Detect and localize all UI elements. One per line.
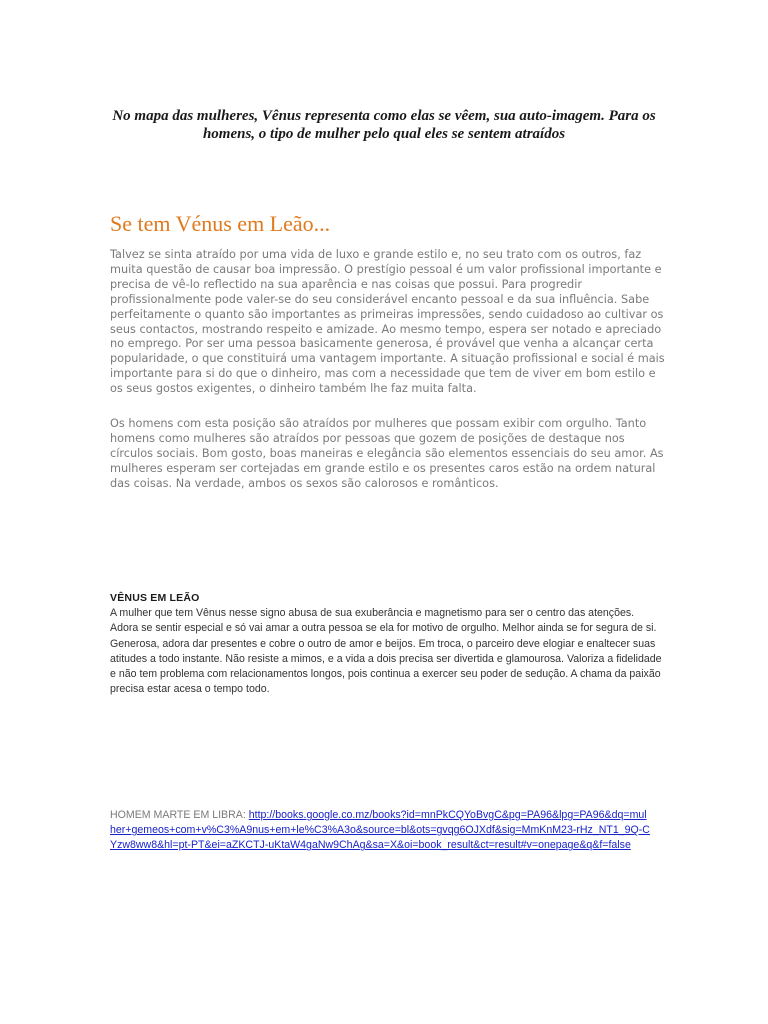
venus-paragraph: A mulher que tem Vênus nesse signo abusa de sua exuberância e magnetismo para ser o centro das atenções. Adora se sentir especial e só vai amar a outra pessoa se ela for motivo de orgulho. Melhor ainda se for segura de si. Generosa, adora dar presentes e cobre o outro de amor e beijos. Em troca, o parceiro deve elogiar e enaltecer suas atitudes a todo instante. Não resiste a mimos, e a vida a dois precisa ser divertida e glamourosa. Valoriza a fidelidade e não tem problema com relacionamentos longos, pois continua a exercer seu poder de sedução. A chama da paixão precisa estar acesa o tempo todo. bbox=[110, 607, 662, 696]
section-heading: Se tem Vénus em Leão... bbox=[110, 211, 331, 236]
homem-label: HOMEM MARTE EM LIBRA: bbox=[110, 809, 246, 821]
intro-quote: No mapa das mulheres, Vênus representa como elas se vêem, sua auto-imagem. Para os homens, o tipo de mulher pelo qual eles se sentem atraídos bbox=[112, 108, 656, 142]
section-paragraph: Talvez se sinta atraído por uma vida de luxo e grande estilo e, no seu trato com os outros, faz muita questão de causar boa impressão. O prestígio pessoal é um valor profissional importante e precisa de vê-lo reflectido na sua aparência e nas coisas que possui. Para progredir profissionalmente pode valer-se do seu considerável encanto pessoal e da sua influência. Sabe perfeitamente o quanto são importantes as primeiras impressões, sendo cuidadoso ao cultivar os seus contactos, mostrando respeito e amizade. Ao mesmo tempo, espera ser notado e apreciado no emprego. Por ser uma pessoa basicamente generosa, é provável que venha a alcançar certa popularidade, o que constituirá uma vantagem importante. A situação profissional e social é mais importante para si do que o dinheiro, mas com a necessidade que tem de viver em bom estilo e os seus gostos exigentes, o dinheiro também lhe faz muita falta. bbox=[110, 248, 665, 396]
homem-reference bbox=[110, 808, 650, 854]
reference-link[interactable]: http://books.google.co.mz/books?id=mnPkCQYoBvgC&pg=PA96&lpg=PA96&dq=mulher+gemeos+com+v%C3%A9nus+em+le%C3%A3o&source=bl&ots=gvqg6OJXdf&sig=MmKnM23-rHz_NT1_9Q-CYzw8ww8&hl=pt-PT&ei=aZKCTJ-uKtaW4gaNw9ChAg&sa=X&oi=book_result&ct=result#v=onepage&q&f=false bbox=[110, 809, 650, 852]
venus-subheading: VÊNUS EM LEÃO bbox=[110, 592, 200, 604]
section-paragraph: Os homens com esta posição são atraídos por mulheres que possam exibir com orgulho. Tanto homens como mulheres são atraídos por pessoas que gozem de posições de destaque nos círculos sociais. Bom gosto, boas maneiras e elegância são elementos essenciais do seu amor. As mulheres esperam ser cortejadas em grande estilo e os presentes caros estão na ordem natural das coisas. Na verdade, ambos os sexos são calorosos e românticos. bbox=[110, 417, 664, 490]
